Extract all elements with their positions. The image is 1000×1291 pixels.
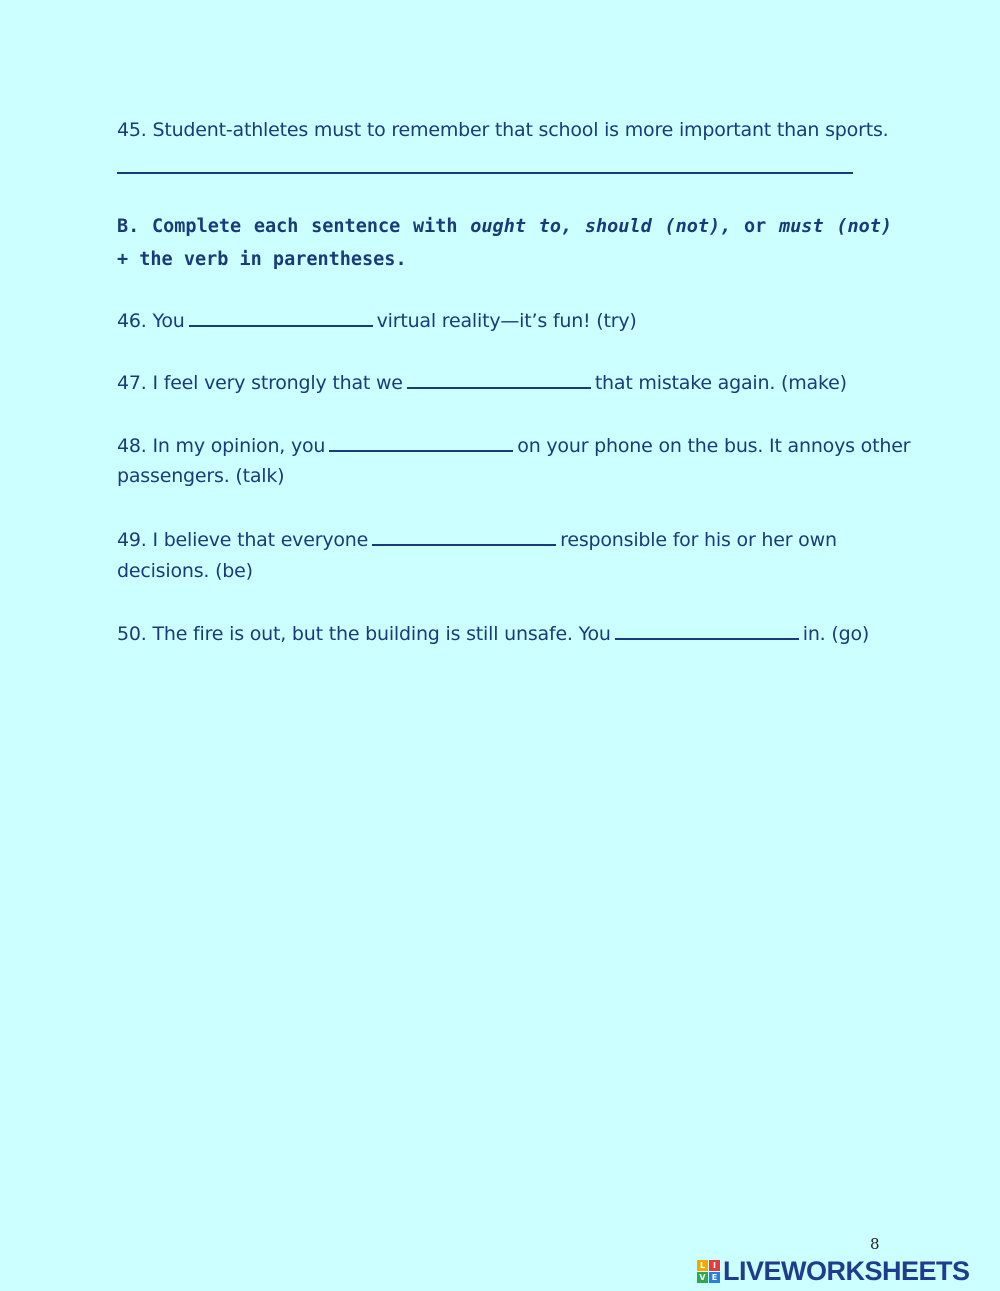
page-number: 8 bbox=[870, 1235, 880, 1253]
question-50: 50. The fire is out, but the building is still unsafe. You in. (go) bbox=[117, 618, 869, 650]
question-49-line2: decisions. (be) bbox=[117, 560, 253, 582]
liveworksheets-logo-icon: L I V E bbox=[697, 1260, 720, 1283]
answer-blank-48[interactable] bbox=[329, 430, 513, 452]
section-b-instructions: B. Complete each sentence with ought to, should (not), or must (not) + the verb in parentheses. bbox=[117, 216, 893, 270]
question-46: 46. You virtual reality—it’s fun! (try) bbox=[117, 305, 637, 337]
answer-line-45[interactable] bbox=[117, 172, 853, 174]
answer-blank-46[interactable] bbox=[189, 305, 373, 327]
answer-blank-49[interactable] bbox=[372, 524, 556, 546]
question-45 bbox=[117, 115, 889, 146]
question-49: 49. I believe that everyone responsible for his or her own bbox=[117, 524, 837, 556]
answer-blank-47[interactable] bbox=[407, 367, 591, 389]
question-48: 48. In my opinion, you on your phone on the bus. It annoys other bbox=[117, 430, 910, 462]
question-47: 47. I feel very strongly that we that mistake again. (make) bbox=[117, 367, 847, 399]
liveworksheets-logo bbox=[697, 1256, 970, 1286]
question-45-text: 45. Student-athletes must to remember that school is more important than sports. bbox=[117, 119, 889, 141]
liveworksheets-logo-text: LIVEWORKSHEETS bbox=[723, 1255, 970, 1286]
answer-blank-50[interactable] bbox=[615, 618, 799, 640]
question-48-line2: passengers. (talk) bbox=[117, 465, 285, 487]
